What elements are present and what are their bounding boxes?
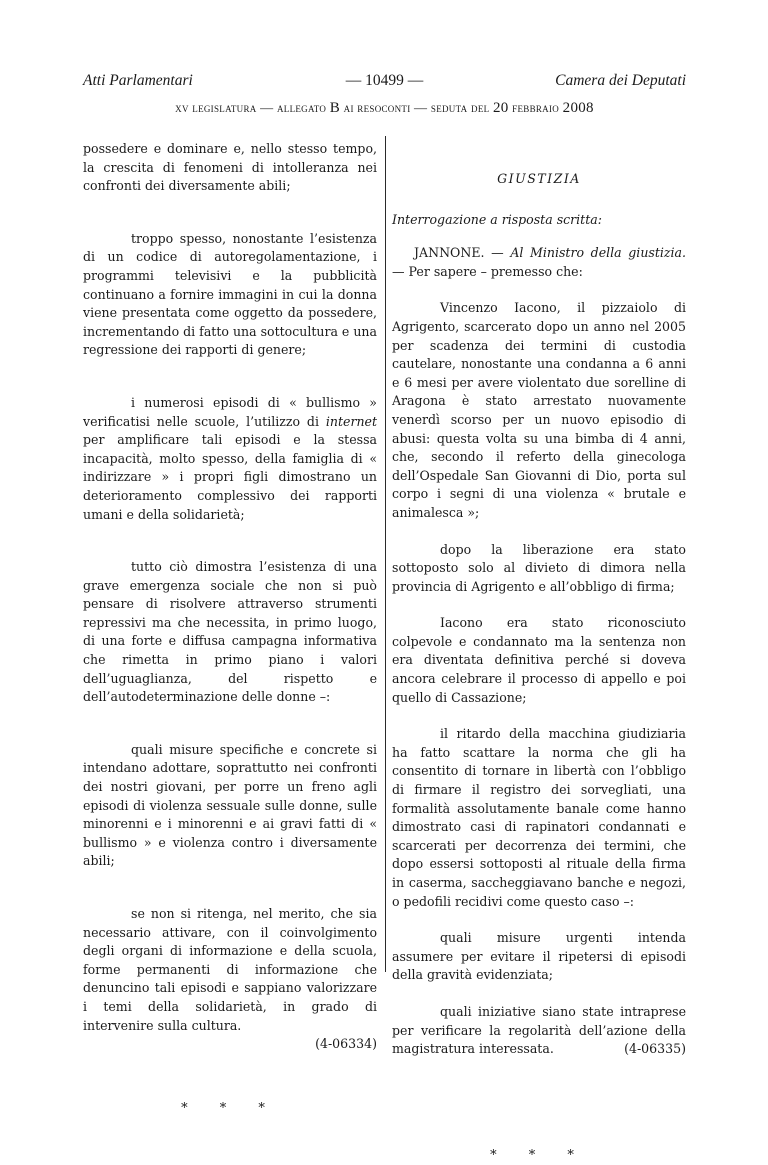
left-paragraph-1: possedere e dominare e, nello stesso tempo, la crescita di fenomeni di intolleranza nei confronti dei diversamente abili;: [83, 141, 377, 194]
premise: — Per sapere – premesso che:: [392, 263, 583, 279]
header-sub-a: xv legislatura — allegato: [175, 100, 327, 115]
left-paragraph-3: [83, 394, 377, 524]
left-question-code: (4-06334): [315, 1036, 377, 1052]
author-name: JANNONE.: [414, 245, 485, 261]
header-right-title: Camera dei Deputati: [555, 72, 686, 89]
left-paragraph-6: se non si ritenga, nel merito, che sia necessario attivare, con il coinvolgimento degli organi di informazione e della scuola, forme permanenti di informazione che denuncino tali episodi e sappiano valorizzare i temi della solidarietà, in grado di intervenire sulla cultura.: [83, 906, 377, 1033]
left-paragraph-3-a: i numerosi episodi di « bullismo » verificatisi nelle scuole, l’utilizzo di: [83, 394, 377, 429]
right-question-code: (4-06335): [624, 1041, 686, 1057]
right-paragraph-1: Vincenzo Iacono, il pizzaiolo di Agrigento, scarcerato dopo un anno nel 2005 per scadenza dei termini di custodia cautelare, nonostante una condanna a 6 anni e 6 mesi per avere violentato due sorelline di Aragona è stato arrestato nuovamente venerdì scorso per un nuovo episodio di abusi: questa volta su una bimba di 4 anni, che, secondo il referto della ginecologa dell’Ospedale San Giovanni di Dio, porta sul corpo i segni di una violenza « brutale e animalesca »;: [392, 300, 686, 520]
right-separator-stars: * * *: [490, 1147, 588, 1163]
header-sub-c: ai resoconti — seduta del: [343, 100, 490, 115]
left-column: [83, 140, 377, 1118]
header-sub-e: febbraio: [512, 100, 560, 115]
left-paragraph-4: tutto ciò dimostra l’esistenza di una grave emergenza sociale che non si può pensare di risolvere attraverso strumenti repressivi ma che necessita, in primo luogo, di una forte e diffusa campagna informativa che rimetta in primo piano i valori dell’uguaglianza, del rispetto e dell’autodeterminazione delle donne –:: [83, 559, 377, 705]
left-separator-stars: * * *: [181, 1100, 279, 1116]
right-column: [392, 140, 686, 1165]
header-sub-f: 2008: [562, 100, 594, 116]
header-left-title: Atti Parlamentari: [83, 72, 193, 89]
left-paragraph-3-b: per amplificare tali episodi e la stessa incapacità, molto spesso, della famiglia di « indirizzare » i propri figli dimostrano un deterioramento complessivo dei rapporti umani e della solidarietà;: [83, 432, 377, 522]
page-number: — 10499 —: [345, 72, 424, 89]
question-intro: JANNONE. — Al Ministro della giustizia. — Per sapere – premesso che:: [392, 245, 686, 279]
right-paragraph-5: quali misure urgenti intenda assumere per evitare il ripetersi di episodi della gravità evidenziata;: [392, 930, 686, 983]
page-header: [83, 72, 686, 94]
right-paragraph-4: il ritardo della macchina giudiziaria ha fatto scattare la norma che gli ha consentito di tornare in libertà con l’obbligo di firmare il registro dei sorvegliati, una formalità assolutamente banale come hanno dimostrato casi di rapinatori condannati e scarcerati per decorrenza dei termini, che dopo essersi sottoposti al rituale della firma in caserma, saccheggiavano banche e negozi, o pedofili recidivi come questo caso –:: [392, 726, 686, 909]
header-sub-b: B: [329, 100, 341, 116]
left-paragraph-5: quali misure specifiche e concrete si intendano adottare, soprattutto nei confronti dei nostri giovani, per porre un freno agli episodi di violenza sessuale sulle donne, sulle minorenni e i minorenni e ai gravi fatti di « bullismo » e violenza contro i diversamente abili;: [83, 741, 377, 869]
header-sub-d: 20: [493, 100, 509, 116]
right-paragraph-3: Iacono era stato riconosciuto colpevole e condannato ma la sentenza non era diventata definitiva perché si doveva ancora celebrare il processo di appello e poi quello di Cassazione;: [392, 615, 686, 705]
left-paragraph-2: troppo spesso, nonostante l’esistenza di un codice di autoregolamentazione, i programmi televisivi e la pubblicità continuano a fornire immagini in cui la donna viene presentata come oggetto da possedere, incrementando di fatto una sottocultura e una regressione dei rapporti di genere;: [83, 230, 377, 358]
right-paragraph-6: quali iniziative siano state intraprese per verificare la regolarità dell’azione della magistratura interessata.: [392, 1003, 686, 1057]
section-title: GIUSTIZIA: [497, 171, 581, 186]
internet-term: internet: [325, 413, 377, 429]
addressee: Al Ministro della giustizia.: [510, 245, 686, 261]
column-divider: [385, 136, 386, 972]
question-type-heading: Interrogazione a risposta scritta:: [392, 211, 602, 227]
right-paragraph-2: dopo la liberazione era stato sottoposto solo al divieto di dimora nella provincia di Agrigento e all’obbligo di firma;: [392, 541, 686, 594]
header-subtitle: [83, 100, 686, 117]
